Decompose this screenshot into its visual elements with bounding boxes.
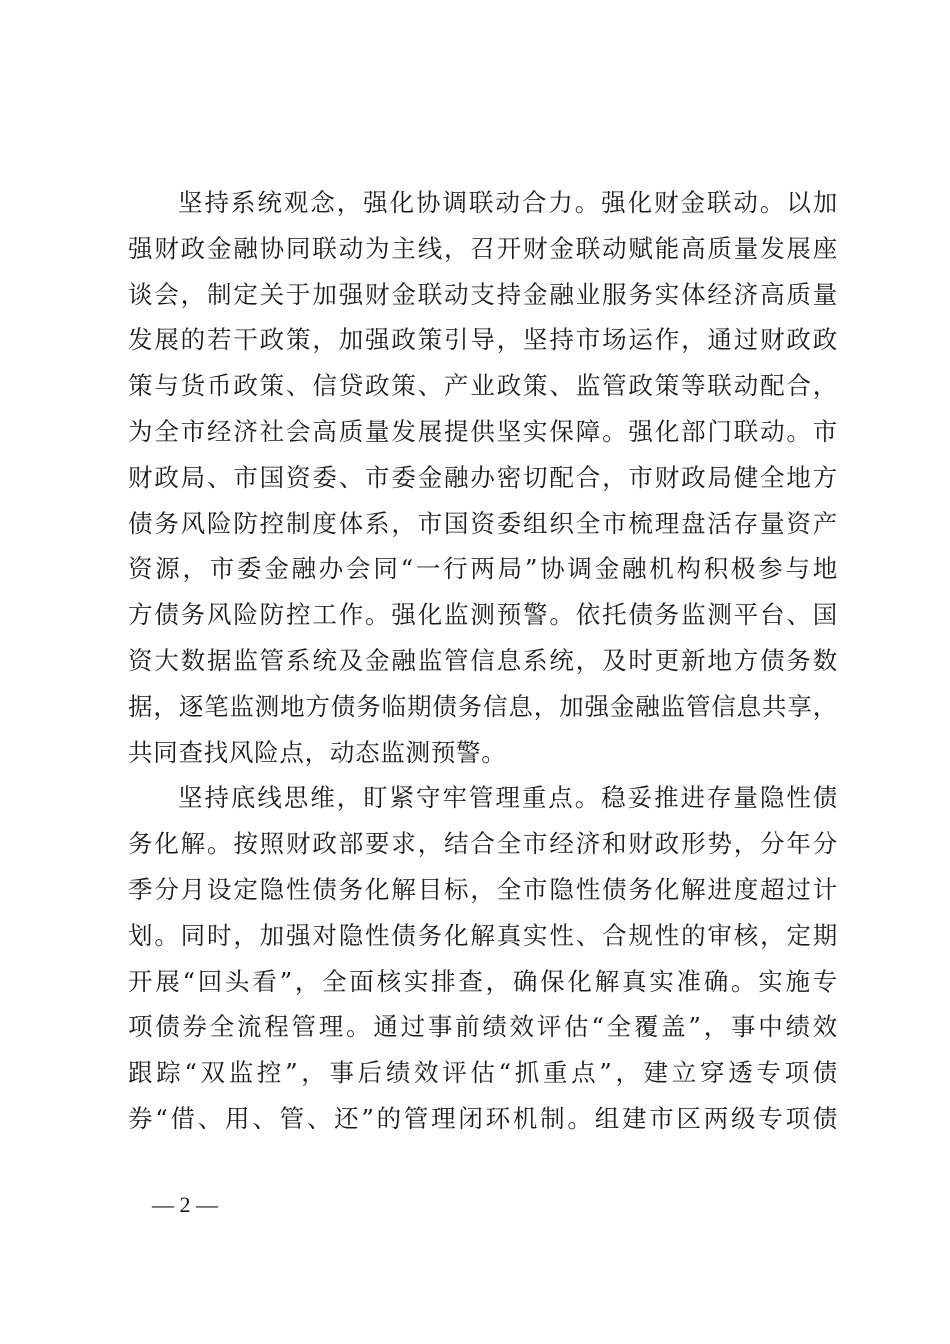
- text-line: 债务风险防控制度体系，市国资委组织全市梳理盘活存量资产: [128, 508, 838, 538]
- text-line: 方债务风险防控工作。强化监测预警。依托债务监测平台、国: [128, 600, 838, 630]
- text-line: 财政局、市国资委、市委金融办密切配合，市财政局健全地方: [128, 462, 838, 492]
- text-line: 资大数据监管系统及金融监管信息系统，及时更新地方债务数: [128, 645, 838, 675]
- text-line: 强财政金融协同联动为主线，召开财金联动赋能高质量发展座: [128, 233, 838, 263]
- text-line: 券“借、用、管、还”的管理闭环机制。组建市区两级专项债: [128, 1103, 838, 1133]
- text-line: 开展“回头看”，全面核实排查，确保化解真实准确。实施专: [128, 966, 838, 996]
- text-line: 据，逐笔监测地方债务临期债务信息，加强金融监管信息共享，: [128, 691, 838, 721]
- text-line: 项债券全流程管理。通过事前绩效评估“全覆盖”，事中绩效: [128, 1012, 838, 1042]
- text-line: 跟踪“双监控”，事后绩效评估“抓重点”，建立穿透专项债: [128, 1058, 838, 1088]
- text-line: 策与货币政策、信贷政策、产业政策、监管政策等联动配合，: [128, 371, 838, 401]
- text-line: 坚持底线思维，盯紧守牢管理重点。稳妥推进存量隐性债: [178, 783, 838, 813]
- text-line: 划。同时，加强对隐性债务化解真实性、合规性的审核，定期: [128, 920, 838, 950]
- paragraph-2: [128, 775, 838, 1141]
- page-number: — 2 —: [152, 1192, 218, 1217]
- text-line: 为全市经济社会高质量发展提供坚实保障。强化部门联动。市: [128, 416, 838, 446]
- text-line: 谈会，制定关于加强财金联动支持金融业服务实体经济高质量: [128, 279, 838, 309]
- text-line: 发展的若干政策，加强政策引导，坚持市场运作，通过财政政: [128, 325, 838, 355]
- text-line: 资源，市委金融办会同“一行两局”协调金融机构积极参与地: [128, 554, 838, 584]
- text-line: 务化解。按照财政部要求，结合全市经济和财政形势，分年分: [128, 829, 838, 859]
- body-text: [128, 180, 838, 1142]
- text-line: 季分月设定隐性债务化解目标，全市隐性债务化解进度超过计: [128, 874, 838, 904]
- text-line: 共同查找风险点，动态监测预警。: [128, 737, 507, 767]
- text-line: 坚持系统观念，强化协调联动合力。强化财金联动。以加: [178, 188, 838, 217]
- paragraph-1: [128, 180, 838, 775]
